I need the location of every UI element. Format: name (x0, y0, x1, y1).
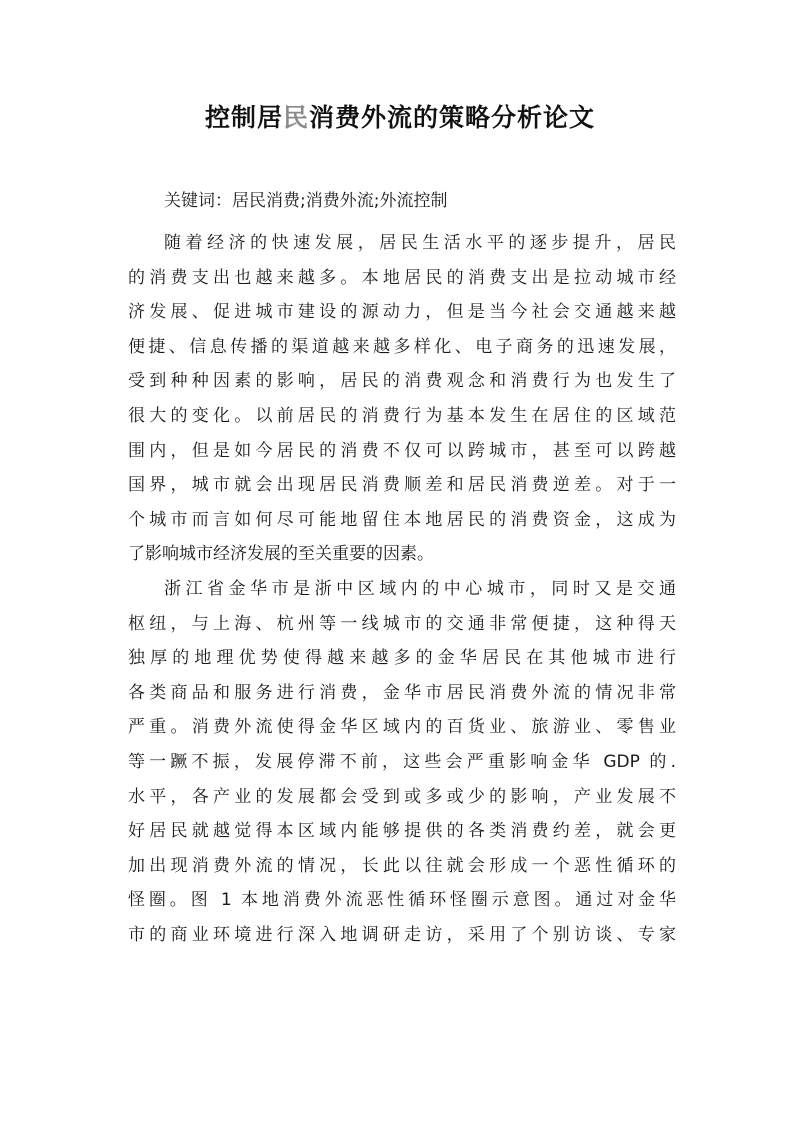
text-line: 等一蹶不振，发展停滞不前，这些会严重影响金华 GDP 的. (128, 751, 676, 772)
text-line: 很大的变化。以前居民的消费行为基本发生在居住的区域范 (128, 405, 676, 426)
text-line: 国界，城市就会出现居民消费顺差和居民消费逆差。对于一 (128, 475, 676, 496)
text-line: 各类商品和服务进行消费，金华市居民消费外流的情况非常 (128, 682, 676, 703)
text-line: 水平，各产业的发展都会受到或多或少的影响，产业发展不 (128, 786, 676, 807)
text-line: 浙江省金华市是浙中区域内的中心城市，同时又是交通 (164, 578, 676, 599)
title-text-part-3: 消费外流的策略分析论文 (309, 103, 596, 132)
text-line: 独厚的地理优势使得越来越多的金华居民在其他城市进行 (128, 648, 676, 669)
paragraph-2 (128, 572, 676, 953)
text-line: 枢纽，与上海、杭州等一线城市的交通非常便捷，这种得天 (128, 613, 676, 634)
text-line: 好居民就越觉得本区域内能够提供的各类消费约差，就会更 (128, 821, 676, 842)
document-body (128, 226, 676, 952)
text-line: 个城市而言如何尽可能地留住本地居民的消费资金，这成为 (128, 509, 676, 530)
text-line: 怪圈。图 1 本地消费外流恶性循环怪圈示意图。通过对金华 (128, 890, 676, 911)
text-line: 受到种种因素的影响，居民的消费观念和消费行为也发生了 (128, 371, 676, 392)
title-text-part-2: 民 (282, 103, 309, 132)
text-line: 随着经济的快速发展，居民生活水平的逐步提升，居民 (164, 233, 676, 253)
text-line: 了影响城市经济发展的至关重要的因素。 (128, 544, 434, 565)
keywords-line: 关键词：居民消费;消费外流;外流控制 (164, 191, 448, 211)
text-line: 市的商业环境进行深入地调研走访，采用了个别访谈、专家 (128, 924, 676, 945)
title-text-part-1: 控制居 (204, 103, 283, 132)
text-line: 加出现消费外流的情况，长此以往就会形成一个恶性循环的 (128, 855, 676, 876)
document-title (0, 98, 800, 134)
text-line: 的消费支出也越来越多。本地居民的消费支出是拉动城市经 (128, 267, 676, 288)
paragraph-1 (128, 226, 676, 572)
text-line: 便捷、信息传播的渠道越来越多样化、电子商务的迅速发展， (128, 336, 676, 357)
text-line: 围内，但是如今居民的消费不仅可以跨城市，甚至可以跨越 (128, 440, 676, 461)
text-line: 严重。消费外流使得金华区域内的百货业、旅游业、零售业 (128, 717, 676, 738)
text-line: 济发展、促进城市建设的源动力，但是当今社会交通越来越 (128, 302, 676, 323)
